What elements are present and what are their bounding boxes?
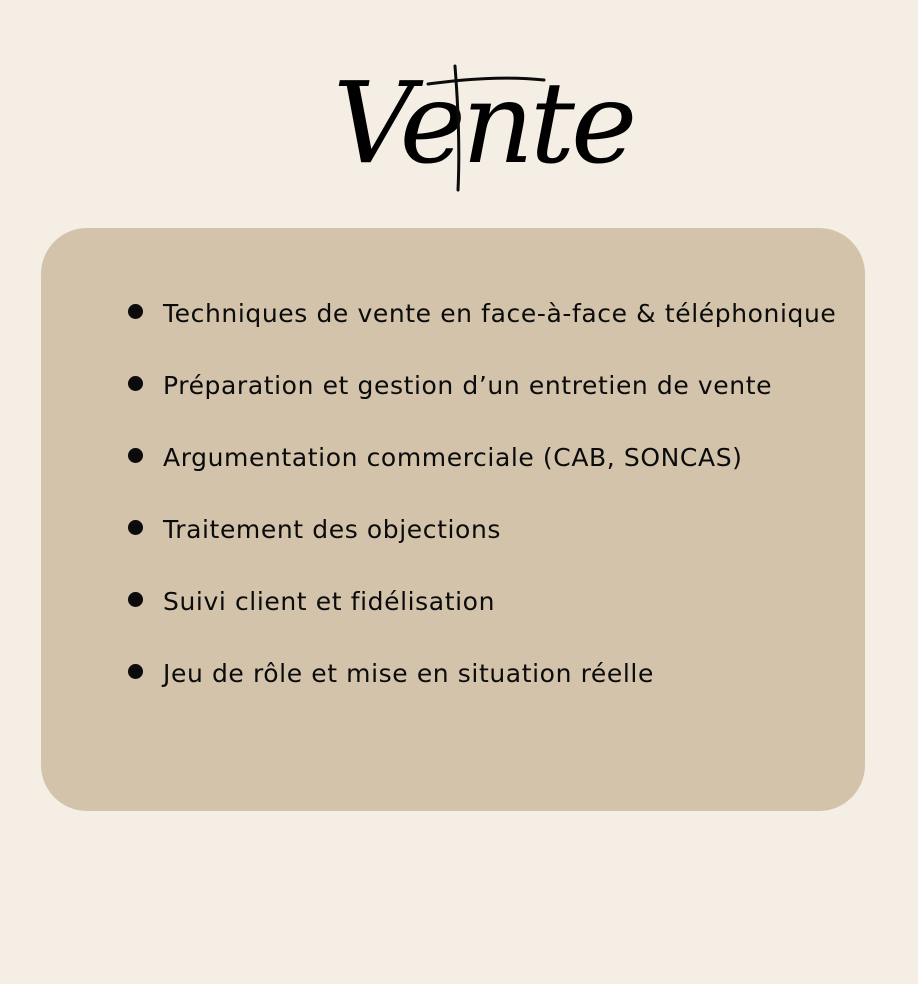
bullet-icon <box>128 520 143 535</box>
bullet-icon <box>128 664 143 679</box>
page-title: Vente <box>333 59 634 189</box>
list-item-text: Argumentation commerciale (CAB, SONCAS) <box>163 443 743 472</box>
list-item <box>122 440 862 476</box>
list-item <box>122 656 862 692</box>
list-item <box>122 584 862 620</box>
list-item-text: Préparation et gestion d’un entretien de vente <box>163 371 773 400</box>
list-item-text: Techniques de vente en face-à-face & téléphonique <box>163 299 837 328</box>
bullet-icon <box>128 304 143 319</box>
list-item <box>122 368 862 404</box>
title-area <box>0 0 918 228</box>
topic-list <box>122 296 862 728</box>
list-item <box>122 296 862 332</box>
title-graphic <box>0 0 918 228</box>
bullet-icon <box>128 448 143 463</box>
bullet-icon <box>128 376 143 391</box>
list-item-text: Jeu de rôle et mise en situation réelle <box>163 659 654 688</box>
list-item-text: Suivi client et fidélisation <box>163 587 496 616</box>
list-item-text: Traitement des objections <box>163 515 502 544</box>
bullet-icon <box>128 592 143 607</box>
list-item <box>122 512 862 548</box>
